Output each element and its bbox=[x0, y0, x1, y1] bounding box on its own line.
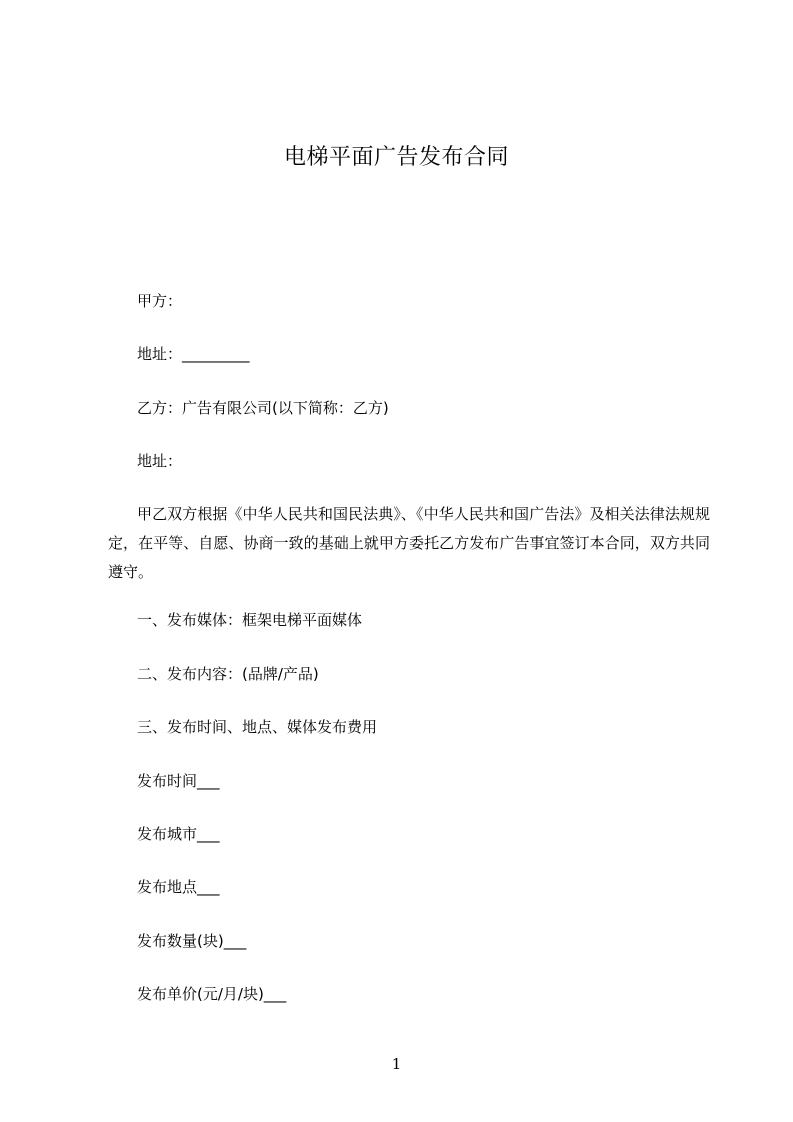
field-publish-city: 发布城市___ bbox=[137, 825, 220, 843]
preamble-paragraph: 甲乙双方根据《中华人民共和国民法典》、《中华人民共和国广告法》及相关法律法规规定，在平等、自愿、协商一致的基础上就甲方委托乙方发布广告事宜签订本合同，双方共同遵守。 bbox=[108, 505, 710, 581]
field-publish-unit-price: 发布单价(元/月/块)___ bbox=[137, 985, 287, 1003]
field-publish-time: 发布时间___ bbox=[137, 772, 220, 790]
clause-publishing-media: 一、发布媒体：框架电梯平面媒体 bbox=[137, 611, 363, 629]
party-a-line: 甲方： bbox=[137, 292, 183, 310]
party-b-line: 乙方：广告有限公司(以下简称：乙方) bbox=[137, 399, 389, 417]
party-b-address-line: 地址： bbox=[137, 452, 183, 470]
field-publish-quantity: 发布数量(块)___ bbox=[137, 932, 247, 950]
field-publish-location: 发布地点___ bbox=[137, 878, 220, 896]
page-number: 1 bbox=[391, 1055, 402, 1073]
document-title: 电梯平面广告发布合同 bbox=[283, 145, 509, 170]
party-a-address-line: 地址：_________ bbox=[137, 345, 250, 363]
clause-time-location-fees: 三、发布时间、地点、媒体发布费用 bbox=[137, 718, 378, 736]
clause-publishing-content: 二、发布内容：(品牌/产品) bbox=[137, 665, 319, 683]
